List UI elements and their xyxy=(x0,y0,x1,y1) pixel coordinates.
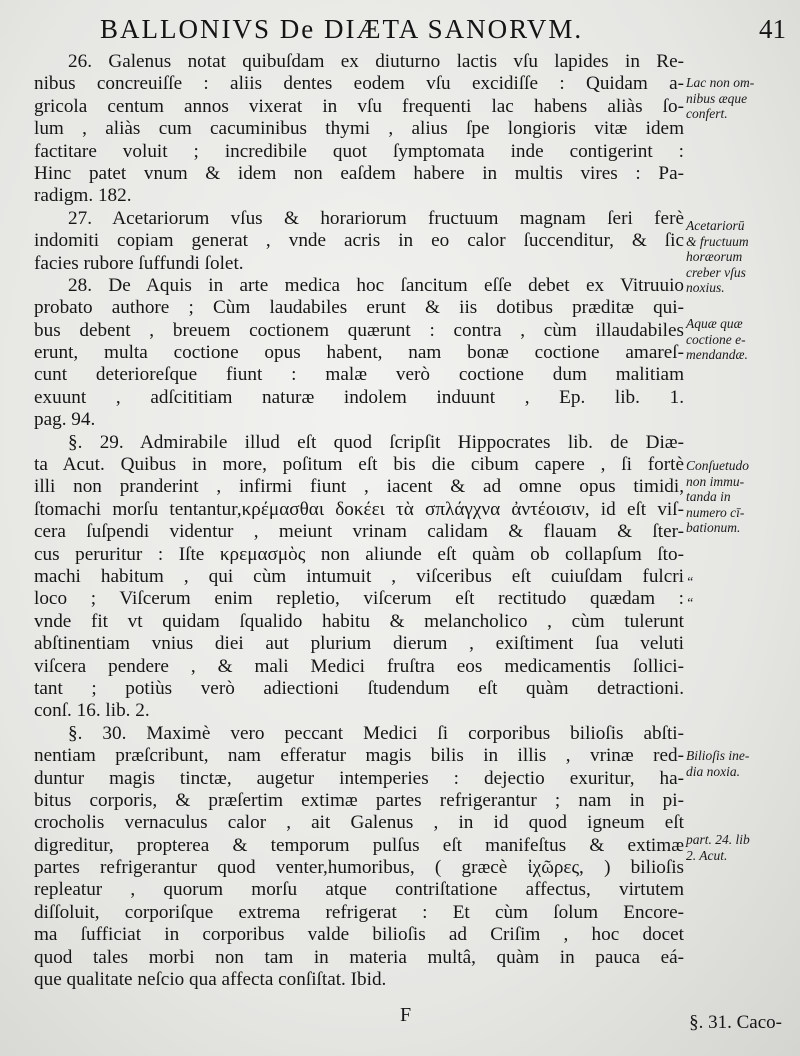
text-line: viſcera pendere , & mali Medici fruſtra eos medicamentis ſollici- xyxy=(34,655,684,677)
text-line: repleatur , quorum morſu atque contriſtatione affectus, virtutem xyxy=(34,879,684,901)
text-line: 28. De Aquis in arte medica hoc ſancitum eſſe debet ex Vitruuio xyxy=(68,274,684,296)
signature-mark: F xyxy=(400,1004,412,1026)
note-line: bationum. xyxy=(686,520,741,535)
text-line: factitare voluit ; incredibile quot ſymptomata inde contigerint : xyxy=(34,140,684,162)
note-line: 2. Acut. xyxy=(686,847,728,863)
margin-note-custom xyxy=(686,458,798,536)
page-footer xyxy=(0,1004,800,1044)
page-number: 41 xyxy=(759,14,786,44)
note-line: noxius. xyxy=(686,280,725,295)
note-line: “ xyxy=(686,595,694,610)
paragraph-28 xyxy=(34,275,684,432)
text-line: tant ; potiùs verò adiectioni ſtudendum eſt quàm detractioni. xyxy=(34,677,684,699)
text-line: crocholis vernaculus calor , ait Galenus , in id quod igneum eſt xyxy=(34,812,684,834)
paragraph-26 xyxy=(34,51,684,208)
text-line: indomiti copiam generat , vnde acris in eo calor ſuccenditur, & ſic xyxy=(34,230,684,252)
text-line: diſſoluit, corporiſque extrema refrigerat : Et cùm ſolum Encore- xyxy=(34,901,684,923)
catchword: §. 31. Caco- xyxy=(689,1012,782,1033)
margin-note-reference xyxy=(686,832,798,863)
text-line: nibus concreuiſſe : aliis dentes eodem vſu excidiſſe : Quidam a- xyxy=(34,73,684,95)
text-line: bitus corporis, & præſertim extimæ partes refrigerantur ; nam in pi- xyxy=(34,789,684,811)
note-line: Conſuetudo xyxy=(686,458,749,473)
note-line: nibus æque xyxy=(686,90,748,106)
note-line: Lac non om- xyxy=(686,75,755,90)
text-line: pag. 94. xyxy=(34,409,96,431)
text-line: §. 30. Maximè vero peccant Medici ſi corporibus bilioſis abſti- xyxy=(68,722,684,744)
text-line: digreditur, propterea & temporum pulſus eſt manifeſtus & extimæ xyxy=(34,834,684,856)
margin-quote-mark xyxy=(686,574,798,590)
note-line: dia noxia. xyxy=(686,763,740,779)
note-line: & fructuum xyxy=(686,233,749,249)
text-line: cera ſuſpendi videntur , meiunt vrinam calidam & flauam & ſter- xyxy=(34,521,684,543)
text-line: conſ. 16. lib. 2. xyxy=(34,700,150,722)
note-line: non immu- xyxy=(686,473,745,489)
margin-note-waters xyxy=(686,316,798,363)
text-line: bus debent , breuem coctionem quærunt : contra , cùm illaudabiles xyxy=(34,319,684,341)
text-line: §. 29. Admirabile illud eſt quod ſcripſit Hippocrates lib. de Diæ- xyxy=(68,431,684,453)
note-line: tanda in xyxy=(686,489,731,504)
text-line: Hinc patet vnum & idem non eaſdem habere in multis vires : Pa- xyxy=(34,162,684,184)
text-line: duntur magis tinctæ, augetur intemperies : dejectio exuritur, ha- xyxy=(34,767,684,789)
note-line: coctione e- xyxy=(686,331,746,347)
text-line: loco ; Viſcerum enim repletio, viſcerum eſt rectitudo quædam : xyxy=(34,588,684,610)
text-line: exuunt , adſcititiam naturæ indolem induunt , Ep. lib. 1. xyxy=(34,386,684,408)
note-line: Aquæ quæ xyxy=(686,316,743,331)
note-line: horæorum xyxy=(686,249,743,264)
text-line: probato authore ; Cùm laudabiles erunt & iis dotibus præditæ qui- xyxy=(34,297,684,319)
text-line: 27. Acetariorum vſus & horariorum fructuum magnam ſeri ferè xyxy=(68,207,684,229)
note-line: Acetariorū xyxy=(686,218,745,233)
margin-note-milk xyxy=(686,75,798,122)
text-line: 26. Galenus notat quibuſdam ex diuturno lactis vſu lapides in Re- xyxy=(68,51,684,72)
text-line: ma ſufficiat in corporibus valde bilioſis ad Criſim , hoc docet xyxy=(34,924,684,946)
text-line: vnde fit vt quidam ſqualido habitu & melancholico , cùm tulerunt xyxy=(34,610,684,632)
text-line: illi non pranderint , infirmi fiunt , iacent & ad omne opus timidi, xyxy=(34,476,684,498)
text-line: erunt, multa coctione opus habent, nam bonæ coctione amareſ- xyxy=(34,342,684,364)
running-head xyxy=(0,14,800,54)
margin-note-bilious xyxy=(686,748,798,779)
text-line: cunt deterioreſque fiunt : malæ verò coctione dum malitiam xyxy=(34,364,684,386)
running-title: BALLONIVS De DIÆTA SANORVM. xyxy=(100,14,584,44)
note-line: “ xyxy=(686,574,694,589)
paragraph-30 xyxy=(34,723,684,992)
margin-note-salads xyxy=(686,218,798,296)
text-line: ta Acut. Quibus in more, poſitum eſt bis die cibum capere , ſi fortè xyxy=(34,454,684,476)
text-line: radigm. 182. xyxy=(34,185,132,207)
note-line: mendandæ. xyxy=(686,347,748,362)
text-line: nentiam præſcribunt, nam efferatur magis bilis in illis , vrinæ red- xyxy=(34,745,684,767)
note-line: part. 24. lib xyxy=(686,832,750,847)
paragraph-27 xyxy=(34,208,684,275)
note-line: Bilioſis ine- xyxy=(686,748,750,763)
margin-quote-mark xyxy=(686,595,798,611)
text-line: machi habitum , qui cùm intumuit , viſceribus eſt cuiuſdam fulcri xyxy=(34,565,684,587)
text-line: partes refrigerantur quod venter,humoribus, ( græcè ἰχῶρες, ) bilioſis xyxy=(34,857,684,879)
note-line: confert. xyxy=(686,106,728,121)
text-line: abſtinentiam vnius diei aut plurium dierum , exiſtiment ſua veluti xyxy=(34,633,684,655)
note-line: creber vſus xyxy=(686,264,746,280)
text-line: ſtomachi morſu tentantur,κρέμασθαι δοκέει τὰ σπλάγχνα ἀντέοισιν, id eſt viſ- xyxy=(34,498,684,520)
text-line: facies rubore ſuffundi ſolet. xyxy=(34,252,244,274)
note-line: numero cī- xyxy=(686,504,745,520)
main-text xyxy=(34,51,684,991)
text-line: quod tales morbi non tam in materia multâ, quàm in pauca eá- xyxy=(34,946,684,968)
text-line: lum , aliàs cum cacuminibus thymi , alius ſpe longioris vitæ idem xyxy=(34,118,684,140)
text-line: gricola centum annos vixerat in vſu frequenti lac habens aliàs ſo- xyxy=(34,95,684,117)
text-line: cus peruritur : Iſte κρεμασμὸς non aliunde eſt quàm ob collapſum ſto- xyxy=(34,543,684,565)
text-line: que qualitate neſcio qua affecta conſiſtat. Ibid. xyxy=(34,969,387,991)
paragraph-29 xyxy=(34,432,684,723)
